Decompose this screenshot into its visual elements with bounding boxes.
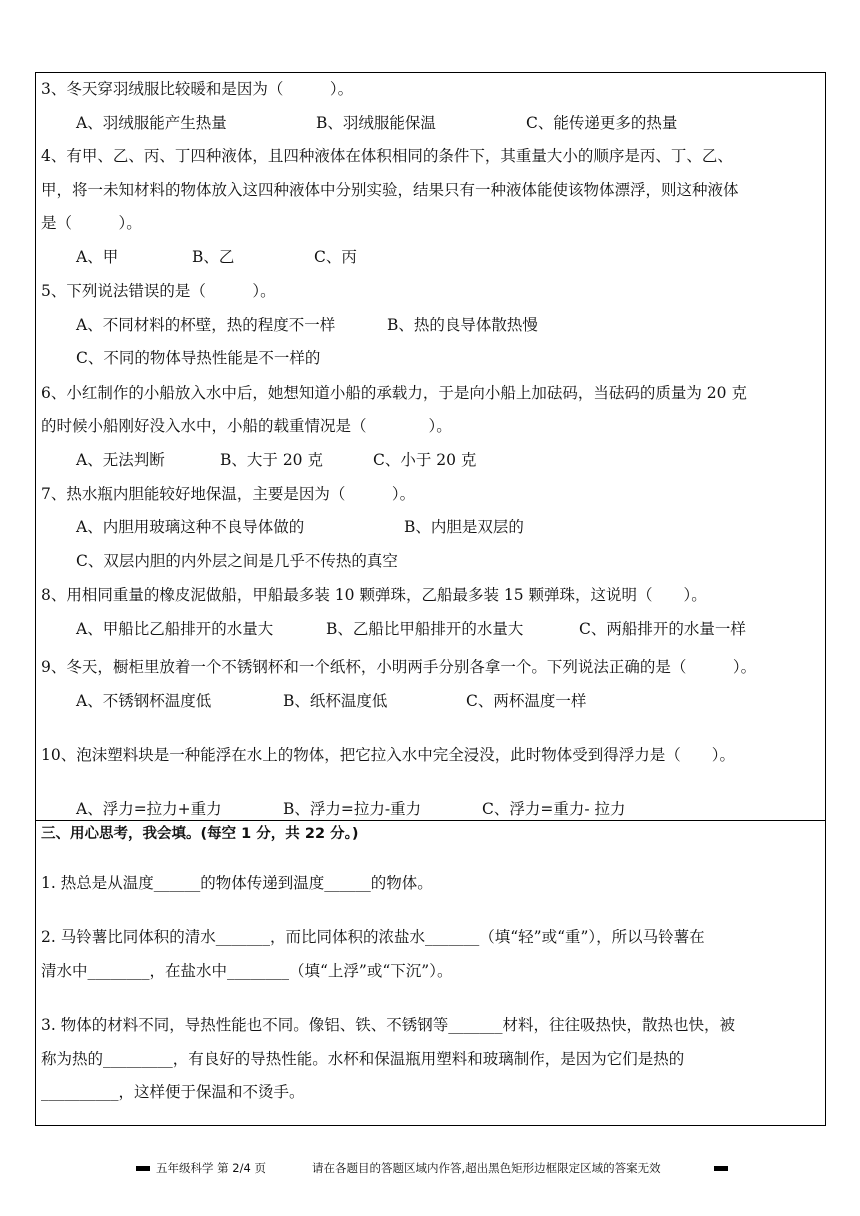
question-7-stem: 7、热水瓶内胆能较好地保温，主要是因为（ ）。 [41, 485, 416, 503]
question-3-stem: 3、冬天穿羽绒服比较暖和是因为（ ）。 [41, 80, 354, 98]
question-5-stem: 5、下列说法错误的是（ ）。 [41, 282, 276, 300]
question-8-option-c: C、两船排开的水量一样 [579, 620, 746, 638]
question-9-option-a: A、不锈钢杯温度低 [76, 692, 212, 710]
question-10-option-a: A、浮力=拉力+重力 [76, 800, 222, 818]
question-5-option-a: A、不同材料的杯壁，热的程度不一样 [76, 316, 336, 334]
question-7-option-a: A、内胆用玻璃这种不良导体做的 [76, 518, 305, 536]
question-9-option-c: C、两杯温度一样 [466, 692, 587, 710]
question-9-stem: 9、冬天，橱柜里放着一个不锈钢杯和一个纸杯，小明两手分别各拿一个。下列说法正确的是（ ）。 [41, 658, 757, 676]
footer-marker-left [136, 1166, 150, 1171]
question-4-stem-line1: 4、有甲、乙、丙、丁四种液体，且四种液体在体积相同的条件下，其重量大小的顺序是丙、丁、乙、 [41, 147, 733, 165]
section-3-heading: 三、用心思考，我会填。(每空 1 分，共 22 分。) [41, 826, 359, 842]
question-6-stem-line1: 6、小红制作的小船放入水中后，她想知道小船的承载力，于是向小船上加砝码，当砝码的质量为 20 克 [41, 384, 747, 402]
question-8-stem: 8、用相同重量的橡皮泥做船，甲船最多装 10 颗弹珠，乙船最多装 15 颗弹珠，这说明（ ）。 [41, 586, 707, 604]
question-6-option-a: A、无法判断 [76, 451, 165, 469]
question-3-option-b: B、羽绒服能保温 [316, 114, 436, 132]
fill-blank-2-line1: 2. 马铃薯比同体积的清水_______，而比同体积的浓盐水_______（填“轻”或“重”），所以马铃薯在 [41, 928, 705, 946]
question-10-option-c: C、浮力=重力- 拉力 [482, 800, 626, 818]
fill-blank-1: 1. 热总是从温度______的物体传递到温度______的物体。 [41, 874, 433, 892]
fill-blank-3-line1: 3. 物体的材料不同，导热性能也不同。像铝、铁、不锈钢等_______材料，往往吸热快，散热也快，被 [41, 1016, 735, 1034]
question-8-option-b: B、乙船比甲船排开的水量大 [326, 620, 524, 638]
page-footer [0, 1157, 860, 1177]
question-3-option-c: C、能传递更多的热量 [526, 114, 678, 132]
question-10-option-b: B、浮力=拉力-重力 [283, 800, 422, 818]
question-7-option-b: B、内胆是双层的 [404, 518, 524, 536]
footer-marker-right [714, 1166, 728, 1171]
fill-blank-2-line2: 清水中________，在盐水中________（填“上浮”或“下沉”）。 [41, 962, 453, 980]
question-9-option-b: B、纸杯温度低 [283, 692, 388, 710]
fill-blank-3-line3: __________，这样便于保温和不烫手。 [41, 1083, 305, 1101]
question-4-option-b: B、乙 [192, 248, 235, 266]
question-4-option-a: A、甲 [76, 248, 119, 266]
question-4-stem-line3: 是（ ）。 [41, 214, 142, 232]
question-6-option-c: C、小于 20 克 [373, 451, 477, 469]
question-5-option-b: B、热的良导体散热慢 [387, 316, 538, 334]
question-6-option-b: B、大于 20 克 [220, 451, 323, 469]
question-10-stem: 10、泡沫塑料块是一种能浮在水上的物体，把它拉入水中完全浸没，此时物体受到得浮力是（ ）。 [41, 746, 735, 764]
footer-notice: 请在各题目的答题区域内作答,超出黑色矩形边框限定区域的答案无效 [312, 1161, 661, 1175]
footer-page-info: 五年级科学 第 2/4 页 [156, 1161, 266, 1175]
question-4-stem-line2: 甲，将一未知材料的物体放入这四种液体中分别实验，结果只有一种液体能使该物体漂浮，则这种液体 [41, 181, 739, 199]
question-3-option-a: A、羽绒服能产生热量 [76, 114, 227, 132]
question-4-option-c: C、丙 [314, 248, 357, 266]
question-7-option-c: C、双层内胆的内外层之间是几乎不传热的真空 [76, 552, 398, 570]
question-6-stem-line2: 的时候小船刚好没入水中，小船的载重情况是（ ）。 [41, 417, 452, 435]
fill-blank-3-line2: 称为热的_________，有良好的导热性能。水杯和保温瓶用塑料和玻璃制作，是因为它们是热的 [41, 1050, 685, 1068]
question-5-option-c: C、不同的物体导热性能是不一样的 [76, 349, 321, 367]
question-8-option-a: A、甲船比乙船排开的水量大 [76, 620, 274, 638]
section-divider [35, 820, 826, 821]
